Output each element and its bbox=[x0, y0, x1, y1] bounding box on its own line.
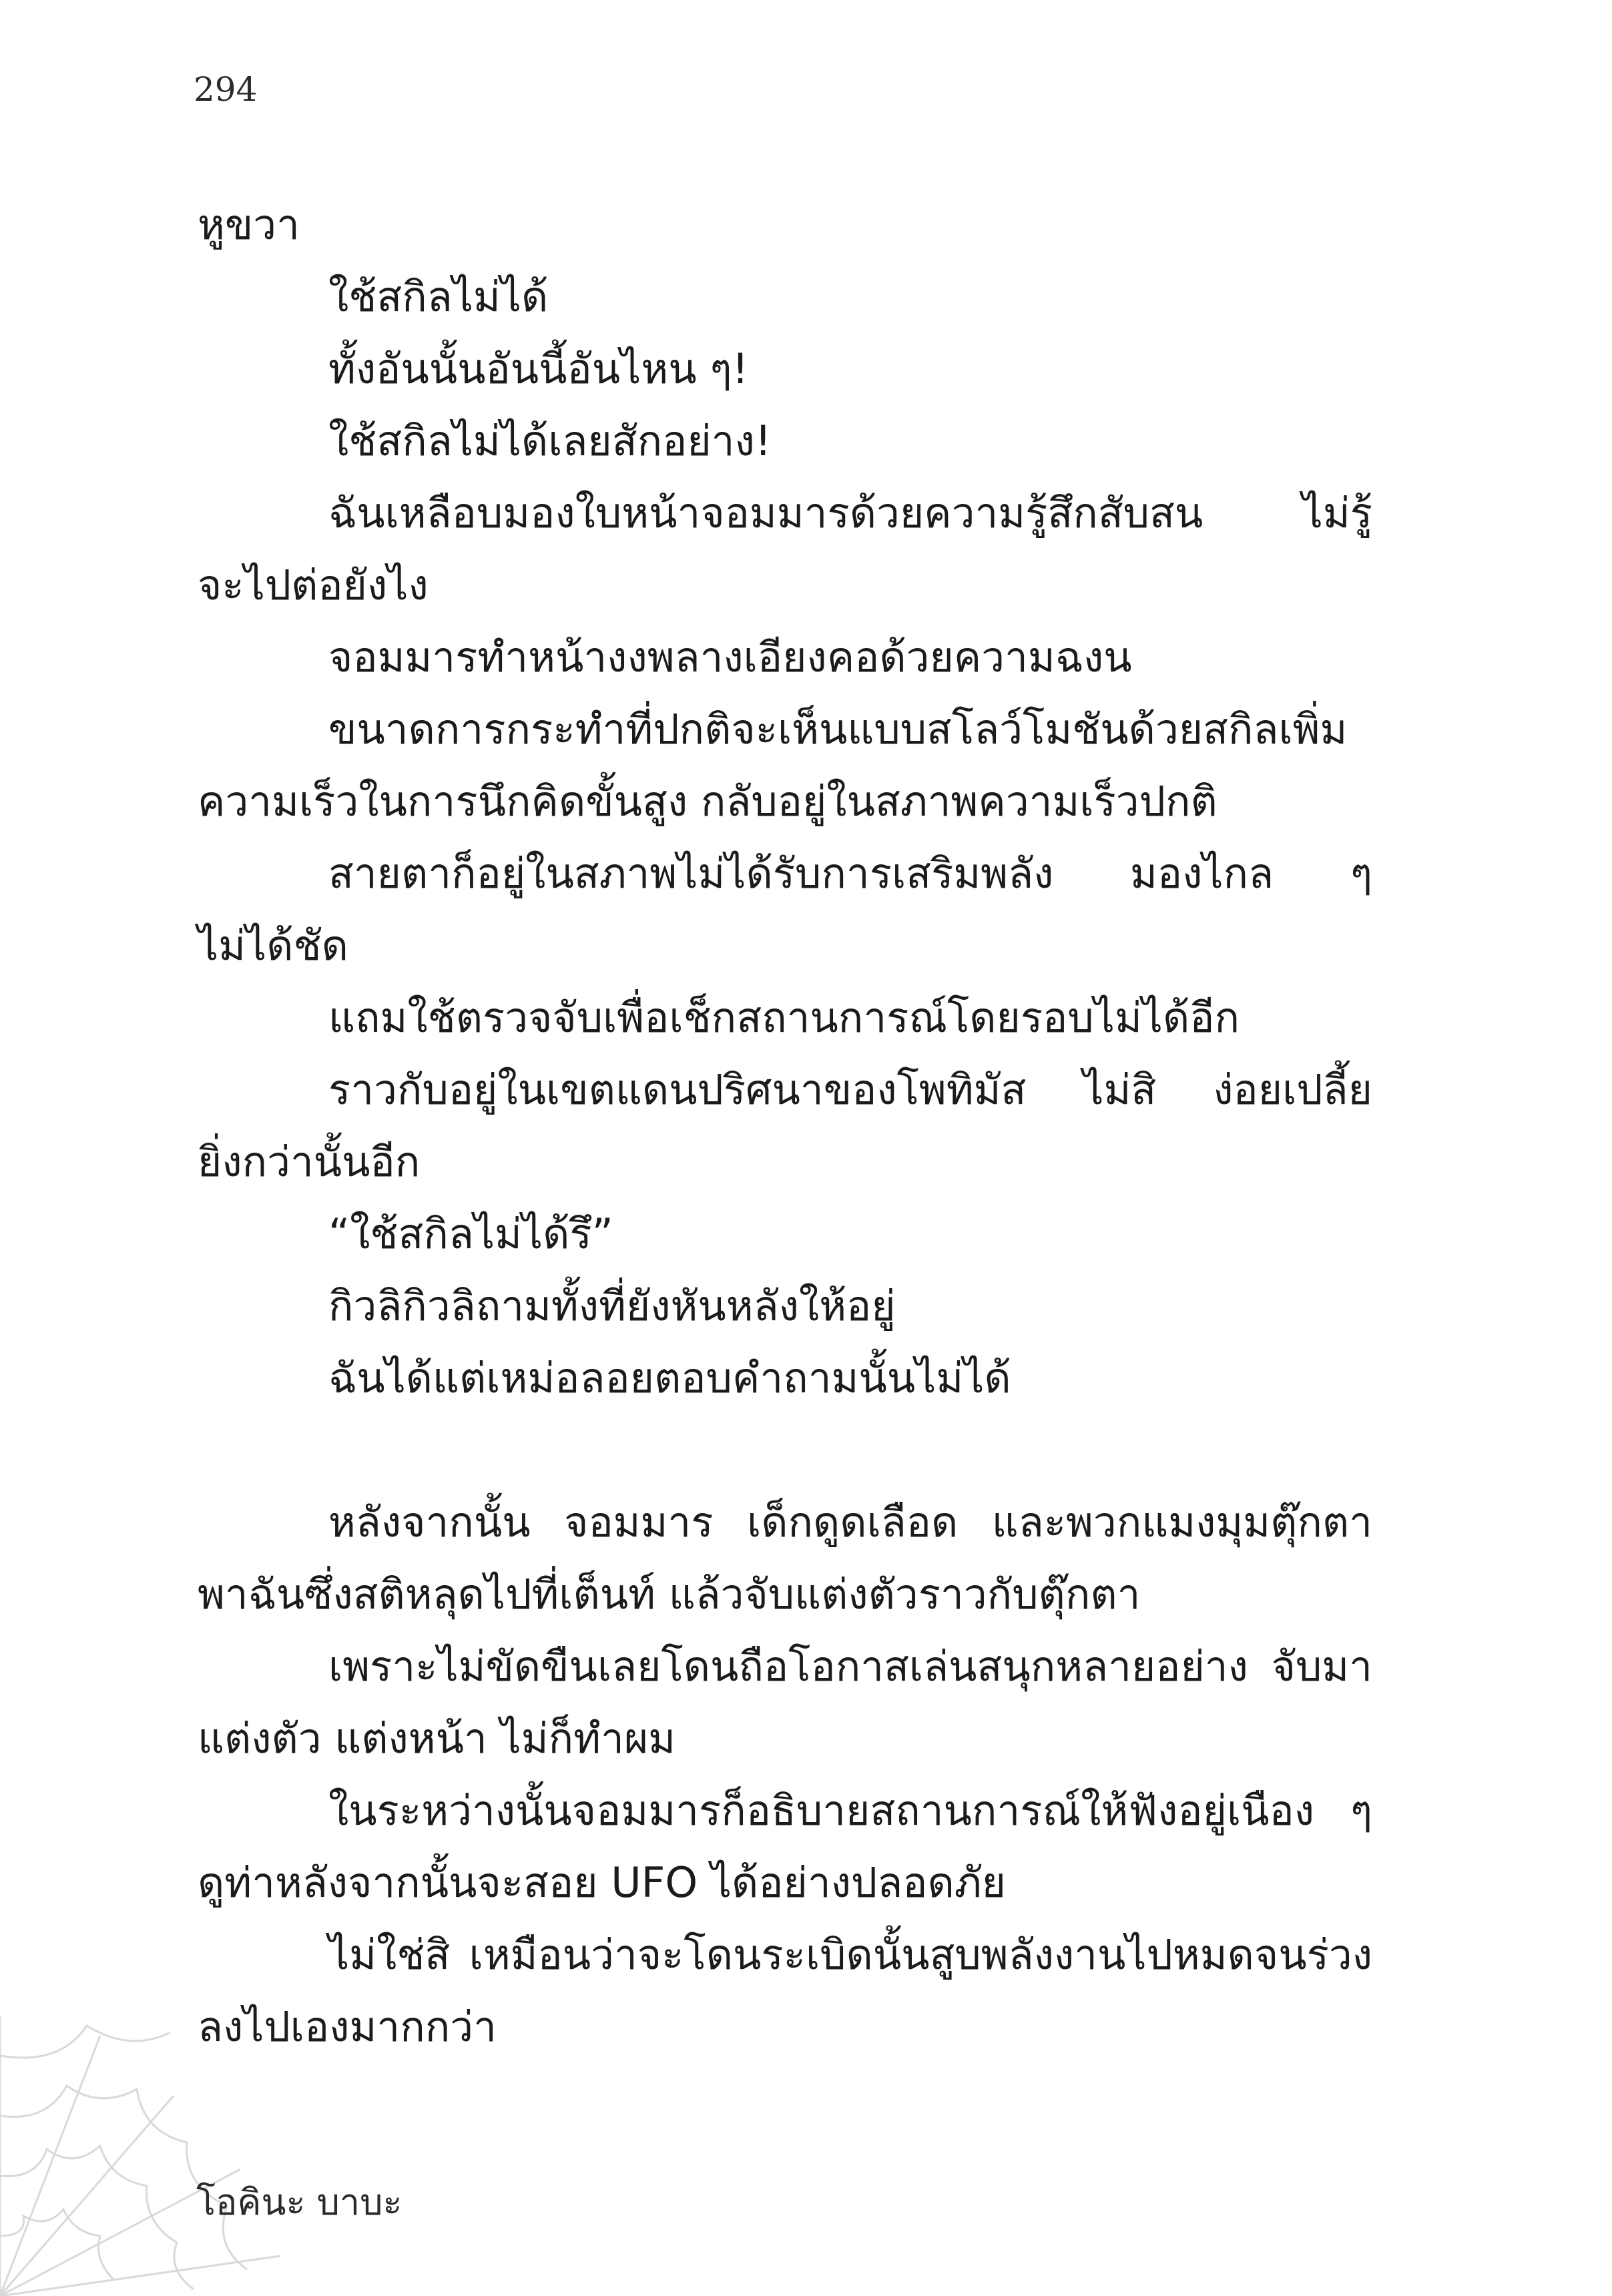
text-line-word: เหมือนว่าจะโดนระเบิดนั้นสูบพลังงานไปหมดจนร่วง bbox=[469, 1930, 1372, 1979]
text-line: จอมมารทำหน้างงพลางเอียงคอด้วยความฉงน bbox=[328, 633, 1132, 681]
text-line: ดูท่าหลังจากนั้นจะสอย UFO ได้อย่างปลอดภัย bbox=[198, 1858, 1006, 1907]
text-line: พาฉันซึ่งสติหลุดไปที่เต็นท์ แล้วจับแต่งตัวราวกับตุ๊กตา bbox=[198, 1570, 1141, 1619]
text-line: ขนาดการกระทำที่ปกติจะเห็นแบบสโลว์โมชันด้วยสกิลเพิ่ม bbox=[328, 705, 1348, 754]
text-line: ความเร็วในการนึกคิดขั้นสูง กลับอยู่ในสภาพความเร็วปกติ bbox=[198, 777, 1218, 826]
text-line bbox=[198, 838, 1372, 910]
text-line bbox=[198, 1919, 1372, 1991]
text-line-word: เพราะไม่ขัดขืนเลยโดนถือโอกาสเล่นสนุกหลายอย่าง bbox=[328, 1642, 1248, 1691]
text-line bbox=[198, 1775, 1372, 1847]
text-line-word: ราวกับอยู่ในเขตแดนปริศนาของโพทิมัส bbox=[328, 1065, 1027, 1114]
text-line-word: ไม่รู้ bbox=[1302, 489, 1372, 537]
text-line: จะไปต่อยังไง bbox=[198, 561, 429, 609]
footer-author: โอคินะ บาบะ bbox=[196, 2181, 402, 2223]
text-line-word: ไม่สิ bbox=[1083, 1065, 1157, 1114]
body-text bbox=[198, 189, 1372, 2063]
text-line-word: ไม่ใช่สิ bbox=[328, 1930, 451, 1979]
page-number: 294 bbox=[194, 70, 258, 109]
text-line-word: จับมา bbox=[1271, 1642, 1372, 1691]
text-line: กิวลิกิวลิถามทั้งที่ยังหันหลังให้อยู่ bbox=[328, 1281, 896, 1330]
text-line: หูขวา bbox=[198, 200, 300, 249]
text-line-word: ๆ bbox=[1350, 1786, 1372, 1835]
text-line bbox=[198, 1054, 1372, 1126]
text-line: แต่งตัว แต่งหน้า ไม่ก็ทำผม bbox=[198, 1714, 676, 1763]
text-line: “ใช้สกิลไม่ได้รึ” bbox=[328, 1209, 613, 1258]
text-line: ฉันได้แต่เหม่อลอยตอบคำถามนั้นไม่ได้ bbox=[328, 1354, 1011, 1402]
text-line: ไม่ได้ชัด bbox=[198, 921, 348, 970]
text-line-word: เด็กดูดเลือด bbox=[747, 1498, 959, 1546]
text-line-word: ฉันเหลือบมองใบหน้าจอมมารด้วยความรู้สึกสับสน bbox=[328, 489, 1203, 537]
text-line-word: สายตาก็อยู่ในสภาพไม่ได้รับการเสริมพลัง bbox=[328, 849, 1054, 898]
text-line-word: มองไกล bbox=[1129, 849, 1274, 898]
text-line: ยิ่งกว่านั้นอีก bbox=[198, 1137, 421, 1186]
text-line: ทั้งอันนั้นอันนี้อันไหน ๆ! bbox=[328, 344, 749, 393]
text-line: แถมใช้ตรวจจับเพื่อเช็กสถานการณ์โดยรอบไม่ได้อีก bbox=[328, 993, 1240, 1042]
text-line-word: ในระหว่างนั้นจอมมารก็อธิบายสถานการณ์ให้ฟังอยู่เนือง bbox=[328, 1786, 1315, 1835]
spiderweb-decoration bbox=[0, 2016, 280, 2296]
text-line-word: หลังจากนั้น bbox=[328, 1498, 531, 1546]
text-line: ลงไปเองมากกว่า bbox=[198, 2002, 497, 2051]
text-line: ใช้สกิลไม่ได้ bbox=[328, 272, 549, 321]
text-line-word: จอมมาร bbox=[564, 1498, 714, 1546]
text-line: ใช้สกิลไม่ได้เลยสักอย่าง! bbox=[328, 416, 772, 465]
text-line bbox=[198, 1486, 1372, 1558]
section-gap bbox=[198, 1414, 1372, 1486]
text-line bbox=[198, 1631, 1372, 1703]
text-line-word: และพวกแมงมุมตุ๊กตา bbox=[991, 1498, 1372, 1546]
text-line-word: ง่อยเปลี้ย bbox=[1213, 1065, 1372, 1114]
text-line-word: ๆ bbox=[1350, 849, 1372, 898]
text-line bbox=[198, 477, 1372, 549]
